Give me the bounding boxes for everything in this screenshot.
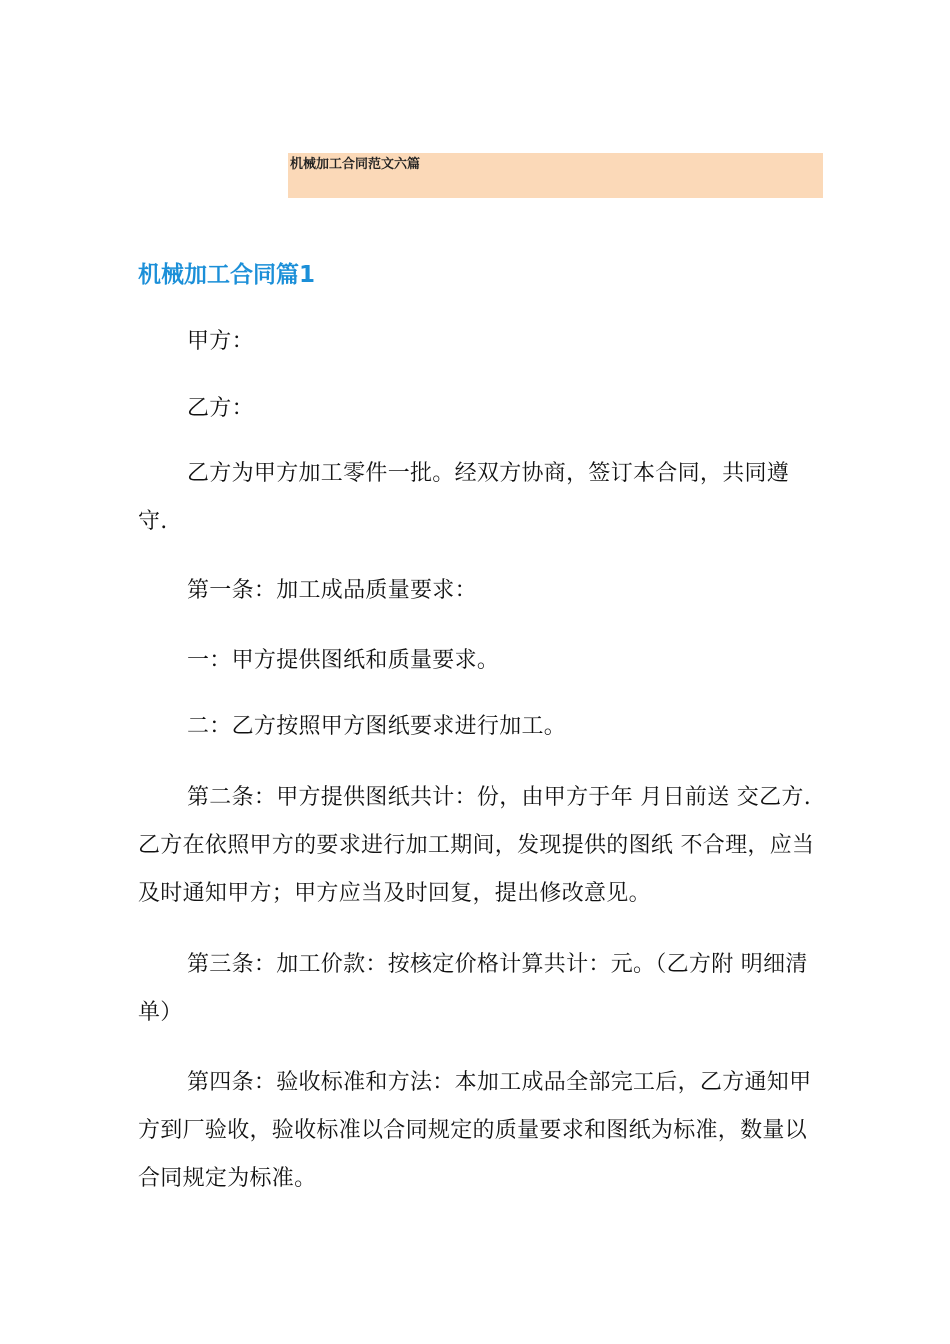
paragraph-article-1: 第一条：加工成品质量要求： <box>187 578 477 603</box>
paragraph-item-1: 一：甲方提供图纸和质量要求。 <box>187 648 500 673</box>
paragraph-article-3: 第三条：加工价款：按核定价格计算共计：元。（乙方附 明细清单） <box>138 952 808 1025</box>
document-title: 机械加工合同范文六篇 <box>290 157 421 172</box>
paragraph-party-a: 甲方： <box>187 329 254 354</box>
paragraph-article-4: 第四条：验收标准和方法：本加工成品全部完工后，乙方通知甲方到厂验收，验收标准以合同规定的质量要求和图纸为标准，数量以合同规定为标准。 <box>138 1070 812 1191</box>
paragraph-item-2: 二：乙方按照甲方图纸要求进行加工。 <box>187 714 567 739</box>
section-heading: 机械加工合同篇1 <box>138 262 316 288</box>
paragraph-intro: 乙方为甲方加工零件一批。经双方协商，签订本合同，共同遵守. <box>138 461 790 534</box>
paragraph-article-2: 第二条：甲方提供图纸共计：份，由甲方于年 月日前送 交乙方. 乙方在依照甲方的要求进行加工期间，发现提供的图纸 不合理，应当及时通知甲方；甲方应当及时回复，提出修改意见。 <box>138 785 815 906</box>
document-title-banner <box>288 153 823 198</box>
paragraph-party-b: 乙方： <box>187 396 254 421</box>
